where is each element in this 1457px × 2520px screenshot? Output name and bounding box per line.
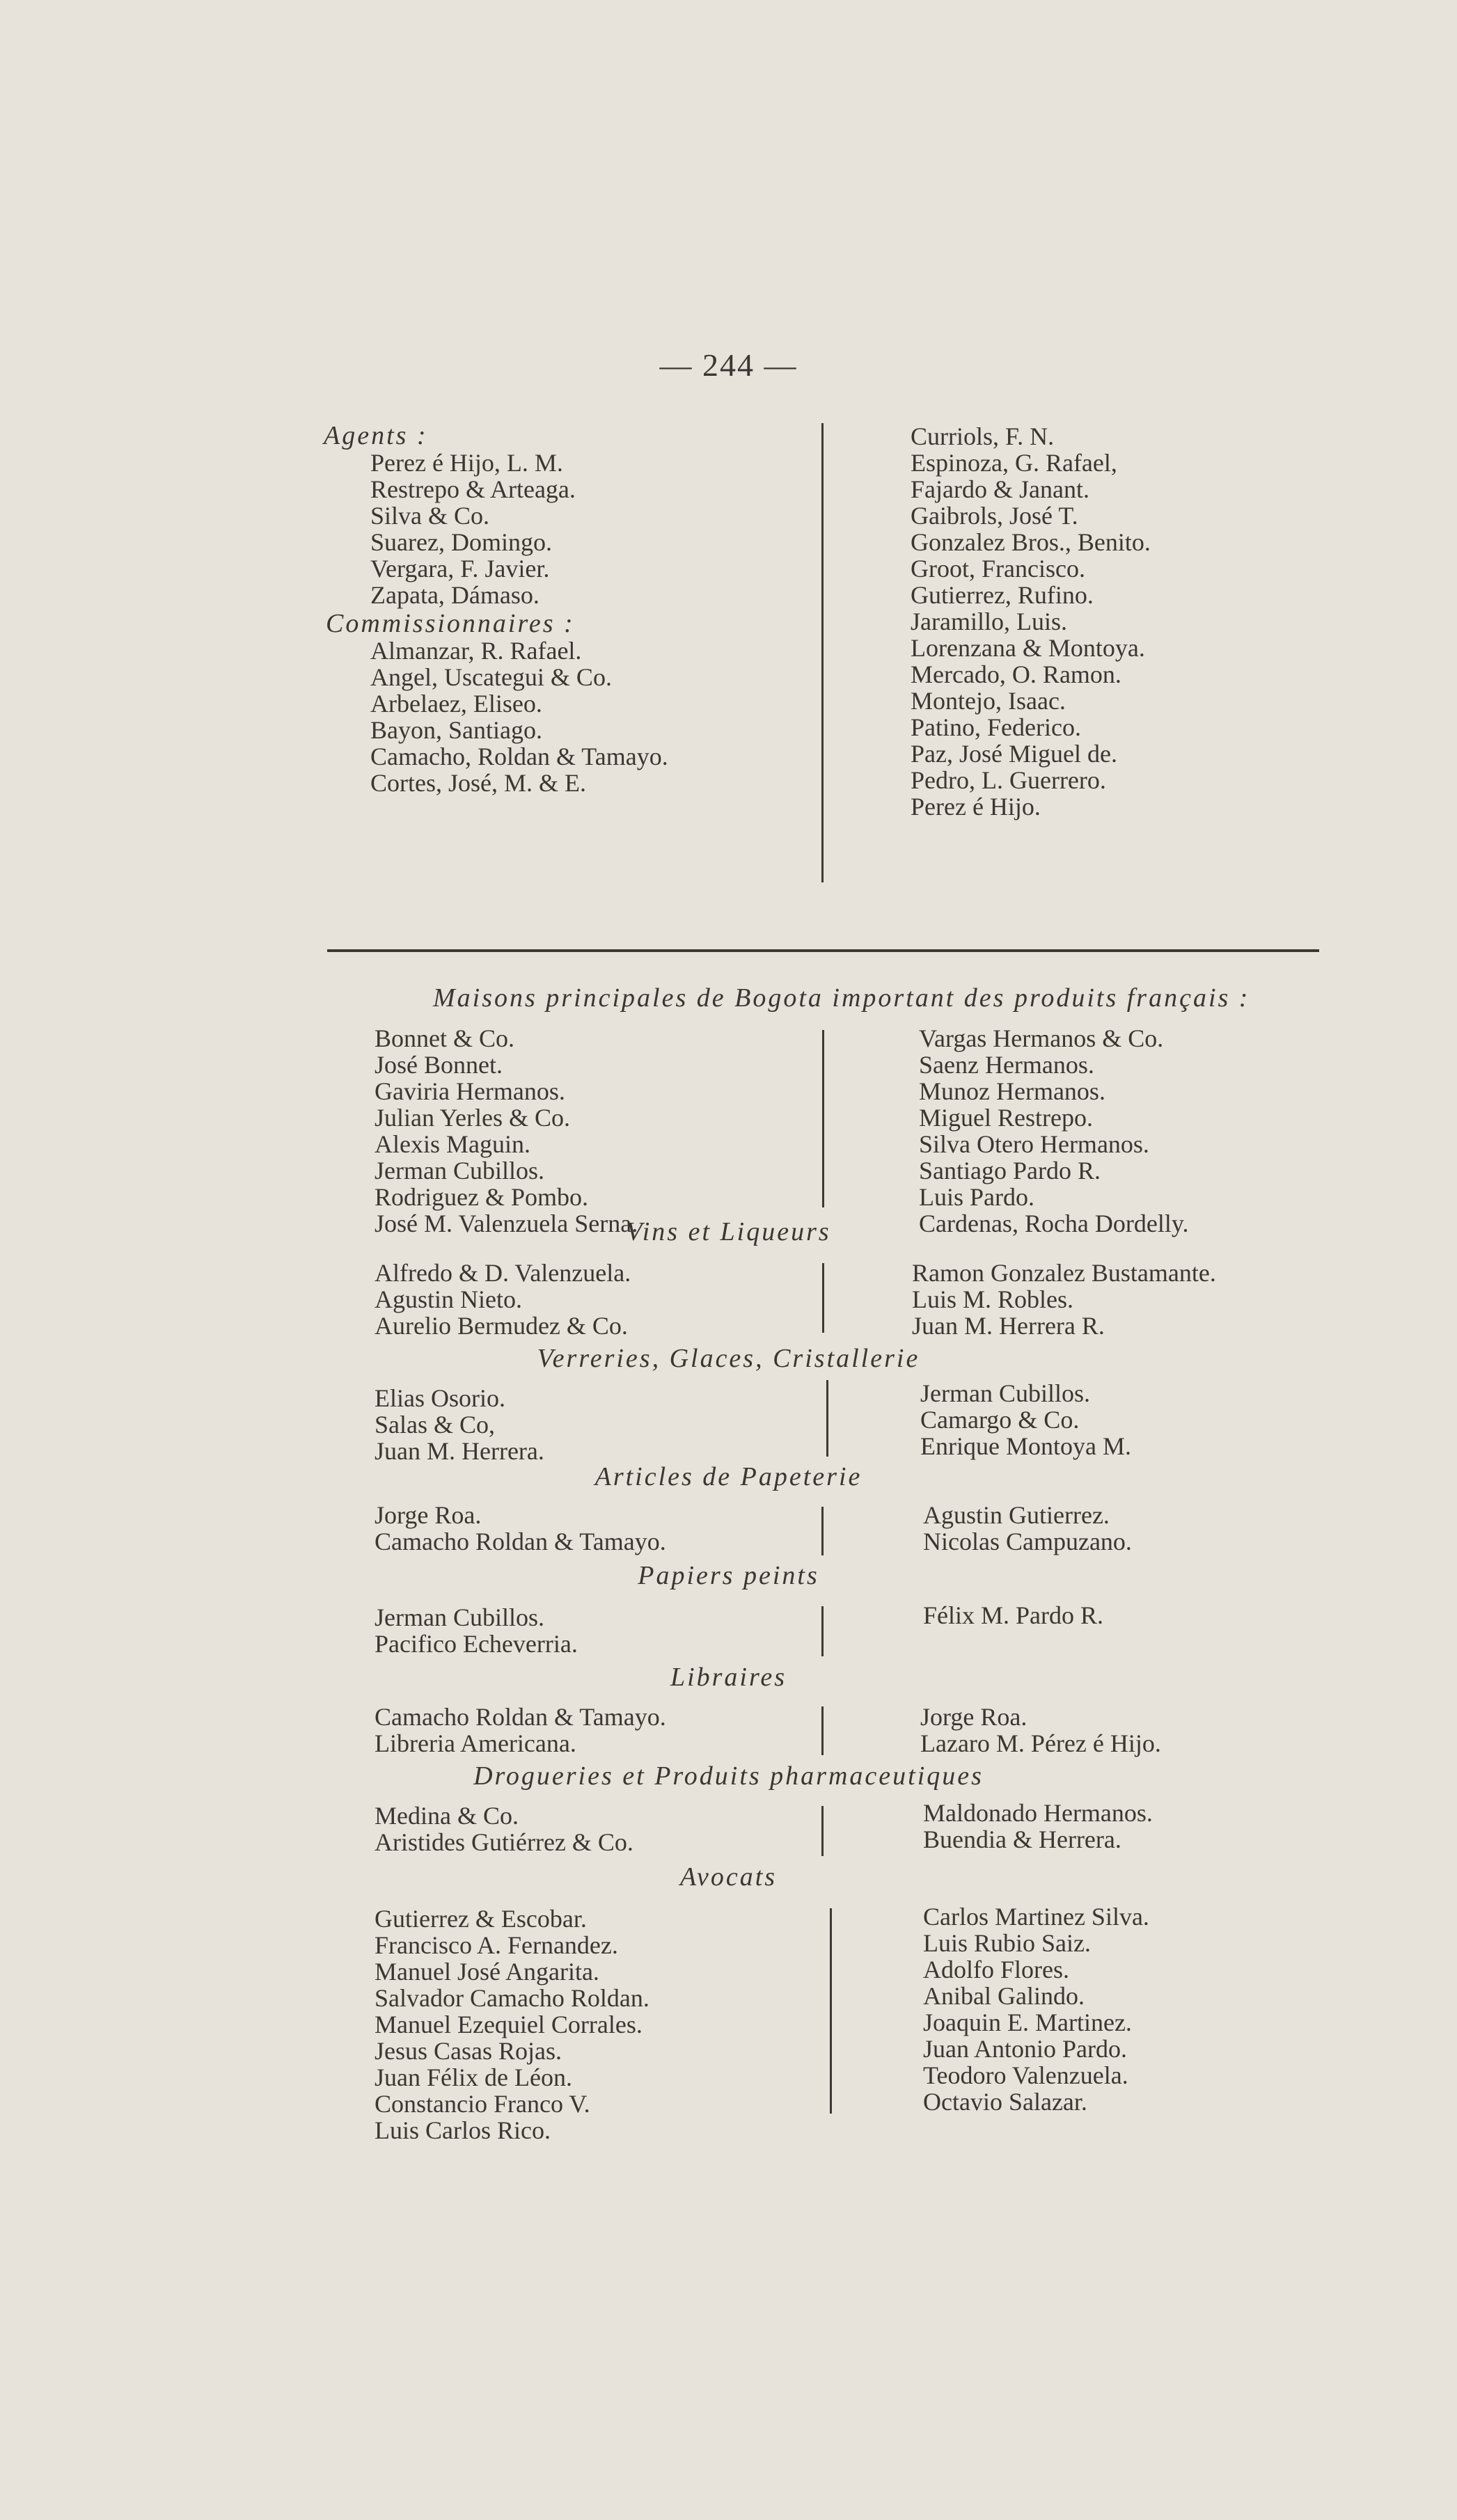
maisons-heading: Maisons principales de Bogota important des produits français :: [433, 983, 1250, 1013]
avocats-right-list: [923, 1903, 1149, 2115]
list-entry: Juan M. Herrera R.: [912, 1312, 1105, 1340]
verreries-right-list: [920, 1380, 1131, 1459]
list-entry: Luis M. Robles.: [912, 1285, 1074, 1313]
list-entry: Suarez, Domingo.: [370, 528, 552, 556]
verreries-divider: [826, 1380, 828, 1457]
list-entry: Ramon Gonzalez Bustamante.: [912, 1259, 1216, 1287]
list-entry: Aurelio Bermudez & Co.: [375, 1312, 628, 1340]
list-entry: Jerman Cubillos.: [920, 1379, 1090, 1407]
list-entry: Bonnet & Co.: [375, 1024, 515, 1052]
list-entry: Fajardo & Janant.: [911, 475, 1089, 503]
list-entry: Jerman Cubillos.: [375, 1603, 544, 1631]
list-entry: Vargas Hermanos & Co.: [919, 1024, 1164, 1052]
list-entry: Salas & Co,: [375, 1411, 496, 1439]
list-entry: Manuel Ezequiel Corrales.: [375, 2011, 643, 2038]
list-entry: Aristides Gutiérrez & Co.: [375, 1828, 633, 1856]
list-entry: Angel, Uscategui & Co.: [370, 663, 612, 691]
list-entry: Maldonado Hermanos.: [923, 1799, 1153, 1827]
list-entry: Juan M. Herrera.: [375, 1437, 544, 1465]
list-entry: Camacho Roldan & Tamayo.: [375, 1528, 666, 1555]
list-entry: Jorge Roa.: [920, 1703, 1027, 1731]
page-number: — 244 —: [659, 347, 798, 383]
list-entry: Miguel Restrepo.: [919, 1104, 1093, 1132]
list-entry: Restrepo & Arteaga.: [370, 475, 576, 503]
list-entry: Octavio Salazar.: [923, 2088, 1087, 2116]
drogueries-heading: Drogueries et Produits pharmaceutiques: [473, 1761, 984, 1791]
agents-list: [370, 450, 576, 608]
list-entry: Agustin Gutierrez.: [923, 1501, 1110, 1529]
vins-heading: Vins et Liqueurs: [626, 1217, 831, 1246]
papiers-right-list: [923, 1602, 1103, 1629]
libraires-heading: Libraires: [670, 1663, 787, 1692]
list-entry: Arbelaez, Eliseo.: [370, 690, 542, 718]
list-entry: Nicolas Campuzano.: [923, 1528, 1132, 1555]
list-entry: Gonzalez Bros., Benito.: [911, 528, 1151, 556]
papiers-heading: Papiers peints: [638, 1561, 819, 1590]
agents-heading: Agents :: [324, 421, 428, 450]
list-entry: Félix M. Pardo R.: [923, 1601, 1104, 1629]
vins-left-list: [375, 1260, 631, 1339]
papeterie-divider: [821, 1507, 824, 1555]
vins-right-list: [912, 1260, 1216, 1339]
list-entry: Jorge Roa.: [375, 1501, 482, 1529]
list-entry: Enrique Montoya M.: [920, 1432, 1131, 1460]
commissionnaires-heading: Commissionnaires :: [326, 609, 575, 638]
list-entry: Jerman Cubillos.: [375, 1157, 544, 1184]
papeterie-left-list: [375, 1502, 666, 1555]
list-entry: Vergara, F. Javier.: [370, 555, 550, 583]
list-entry: Silva Otero Hermanos.: [919, 1130, 1149, 1158]
avocats-divider: [830, 1908, 832, 2114]
list-entry: Santiago Pardo R.: [919, 1157, 1101, 1184]
list-entry: Camargo & Co.: [920, 1406, 1080, 1434]
drogueries-right-list: [923, 1800, 1153, 1853]
list-entry: Alfredo & D. Valenzuela.: [375, 1259, 631, 1287]
papeterie-right-list: [923, 1502, 1132, 1555]
list-entry: Alexis Maguin.: [375, 1130, 530, 1158]
list-entry: José M. Valenzuela Serna.: [375, 1210, 638, 1237]
list-entry: Luis Carlos Rico.: [375, 2116, 551, 2144]
list-entry: Lazaro M. Pérez é Hijo.: [920, 1729, 1161, 1757]
list-entry: Gutierrez & Escobar.: [375, 1905, 587, 1933]
papiers-divider: [821, 1606, 824, 1656]
maisons-left-list: [375, 1025, 638, 1237]
verreries-left-list: [375, 1385, 544, 1464]
list-entry: Perez é Hijo.: [911, 793, 1041, 821]
list-entry: Camacho, Roldan & Tamayo.: [370, 743, 668, 770]
drogueries-divider: [821, 1806, 824, 1856]
maisons-divider: [822, 1030, 824, 1207]
list-entry: Rodriguez & Pombo.: [375, 1183, 588, 1211]
list-entry: Medina & Co.: [375, 1802, 519, 1830]
right-top-list: [911, 423, 1151, 820]
list-entry: Bayon, Santiago.: [370, 716, 542, 744]
list-entry: Silva & Co.: [370, 502, 490, 530]
list-entry: Juan Antonio Pardo.: [923, 2035, 1127, 2063]
list-entry: Carlos Martinez Silva.: [923, 1903, 1149, 1931]
list-entry: Jesus Casas Rojas.: [375, 2037, 562, 2065]
list-entry: Pacifico Echeverria.: [375, 1630, 578, 1658]
column-divider: [821, 423, 824, 882]
list-entry: Camacho Roldan & Tamayo.: [375, 1703, 666, 1731]
list-entry: Gaviria Hermanos.: [375, 1077, 565, 1105]
papiers-left-list: [375, 1604, 578, 1657]
list-entry: Almanzar, R. Rafael.: [370, 637, 582, 665]
libraires-right-list: [920, 1704, 1161, 1757]
vins-divider: [822, 1263, 824, 1333]
list-entry: Perez é Hijo, L. M.: [370, 449, 563, 477]
list-entry: Jaramillo, Luis.: [911, 608, 1067, 635]
list-entry: Montejo, Isaac.: [911, 687, 1066, 715]
list-entry: Munoz Hermanos.: [919, 1077, 1105, 1105]
list-entry: Patino, Federico.: [911, 713, 1081, 741]
list-entry: Cardenas, Rocha Dordelly.: [919, 1210, 1189, 1237]
list-entry: José Bonnet.: [375, 1051, 503, 1079]
list-entry: Espinoza, G. Rafael,: [911, 449, 1117, 477]
list-entry: Buendia & Herrera.: [923, 1825, 1121, 1853]
list-entry: Gutierrez, Rufino.: [911, 581, 1094, 609]
list-entry: Adolfo Flores.: [923, 1956, 1069, 1983]
libraires-divider: [821, 1706, 824, 1755]
list-entry: Zapata, Dámaso.: [370, 581, 540, 609]
list-entry: Mercado, O. Ramon.: [911, 660, 1121, 688]
list-entry: Francisco A. Fernandez.: [375, 1931, 618, 1959]
libraires-left-list: [375, 1704, 666, 1757]
list-entry: Agustin Nieto.: [375, 1285, 522, 1313]
list-entry: Libreria Americana.: [375, 1729, 576, 1757]
list-entry: Joaquin E. Martinez.: [923, 2008, 1132, 2036]
list-entry: Pedro, L. Guerrero.: [911, 766, 1106, 794]
list-entry: Paz, José Miguel de.: [911, 740, 1117, 768]
drogueries-left-list: [375, 1802, 633, 1855]
list-entry: Groot, Francisco.: [911, 555, 1085, 583]
list-entry: Julian Yerles & Co.: [375, 1104, 571, 1132]
list-entry: Anibal Galindo.: [923, 1982, 1085, 2010]
list-entry: Manuel José Angarita.: [375, 1958, 599, 1986]
commissionnaires-list: [370, 637, 668, 796]
list-entry: Luis Pardo.: [919, 1183, 1034, 1211]
list-entry: Gaibrols, José T.: [911, 502, 1078, 530]
avocats-heading: Avocats: [679, 1862, 778, 1892]
list-entry: Saenz Hermanos.: [919, 1051, 1094, 1079]
list-entry: Teodoro Valenzuela.: [923, 2061, 1128, 2089]
maisons-right-list: [919, 1025, 1189, 1237]
list-entry: Salvador Camacho Roldan.: [375, 1984, 649, 2012]
list-entry: Cortes, José, M. & E.: [370, 769, 586, 797]
list-entry: Luis Rubio Saiz.: [923, 1929, 1091, 1957]
verreries-heading: Verreries, Glaces, Cristallerie: [537, 1344, 920, 1373]
list-entry: Juan Félix de Léon.: [375, 2063, 572, 2091]
section-rule: [327, 949, 1319, 952]
list-entry: Elias Osorio.: [375, 1384, 505, 1412]
list-entry: Lorenzana & Montoya.: [911, 634, 1145, 662]
avocats-left-list: [375, 1905, 649, 2143]
list-entry: Constancio Franco V.: [375, 2090, 590, 2118]
list-entry: Curriols, F. N.: [911, 422, 1055, 450]
papeterie-heading: Articles de Papeterie: [594, 1462, 863, 1491]
